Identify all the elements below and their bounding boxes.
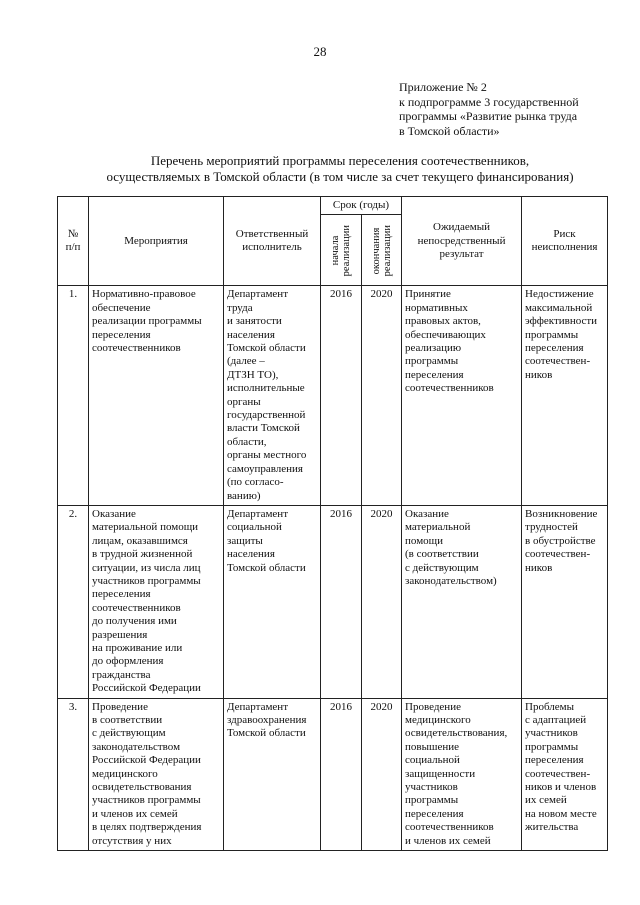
- row-risk: Возникновение трудностей в обустройстве соотечествен- ников: [522, 505, 608, 698]
- row-start-year: 2016: [321, 505, 362, 698]
- row-num: 2.: [58, 505, 89, 698]
- appendix-line: в Томской области»: [399, 123, 500, 138]
- header-end: окончания реализации: [370, 224, 393, 277]
- row-end-year: 2020: [362, 698, 402, 850]
- header-num: № п/п: [58, 197, 89, 286]
- row-start-year: 2016: [321, 286, 362, 506]
- measures-table: [57, 196, 608, 851]
- row-result: Оказание материальной помощи (в соответствии с действующим законодательством): [402, 505, 522, 698]
- header-start-cell: [321, 215, 362, 286]
- row-result: Проведение медицинского освидетельствования, повышение социальной защищенности участников программы переселения соотечественников и членов их семей: [402, 698, 522, 850]
- row-num: 3.: [58, 698, 89, 850]
- heading-line-1: Перечень мероприятий программы переселения соотечественников,: [150, 153, 530, 168]
- table-row: [58, 286, 608, 506]
- row-risk: Недостижение максимальной эффективности программы переселения соотечествен- ников: [522, 286, 608, 506]
- row-result: Принятие нормативных правовых актов, обеспечивающих реализацию программы переселения соотечественников: [402, 286, 522, 506]
- appendix-line: программы «Развитие рынка труда: [399, 109, 578, 123]
- row-end-year: 2020: [362, 286, 402, 506]
- row-responsible: Департамент труда и занятости населения Томской области (далее – ДТЗН ТО), исполнительные органы государственной власти Томской области, органы местного самоуправления (по согласо- ванию): [224, 286, 321, 506]
- row-start-year: 2016: [321, 698, 362, 850]
- page-number: 28: [313, 44, 327, 59]
- row-risk: Проблемы с адаптацией участников программы переселения соотечествен- ников и членов их семей на новом месте жительства: [522, 698, 608, 850]
- header-measures: Мероприятия: [89, 197, 224, 286]
- document-heading: [40, 153, 640, 185]
- row-num: 1.: [58, 286, 89, 506]
- header-result: Ожидаемый непосредственный результат: [402, 197, 522, 286]
- row-responsible: Департамент социальной защиты населения Томской области: [224, 505, 321, 698]
- appendix-note: [399, 80, 614, 138]
- table-header-row: [58, 197, 608, 215]
- header-end-cell: [362, 215, 402, 286]
- header-responsible: Ответственный исполнитель: [224, 197, 321, 286]
- appendix-line: к подпрограмме 3 государственной: [399, 94, 579, 109]
- header-risk: Риск неисполнения: [522, 197, 608, 286]
- header-start: начала реализации: [330, 224, 352, 277]
- table-row: [58, 698, 608, 850]
- heading-line-2: осуществляемых в Томской области (в том числе за счет текущего финансирования): [106, 169, 574, 184]
- row-measure: Нормативно-правовое обеспечение реализации программы переселения соотечественников: [89, 286, 224, 506]
- row-end-year: 2020: [362, 505, 402, 698]
- appendix-line: Приложение № 2: [399, 80, 487, 94]
- row-measure: Оказание материальной помощи лицам, оказавшимся в трудной жизненной ситуации, из числа лиц участников программы переселения соотечественников до получения ими разрешения на проживание или до оформления гражданства Российской Федерации: [89, 505, 224, 698]
- row-responsible: Департамент здравоохранения Томской области: [224, 698, 321, 850]
- table-row: [58, 505, 608, 698]
- header-term: Срок (годы): [321, 197, 402, 215]
- row-measure: Проведение в соответствии с действующим законодательством Российской Федерации медицинского освидетельствования участников программы и членов их семей в целях подтверждения отсутствия у них: [89, 698, 224, 850]
